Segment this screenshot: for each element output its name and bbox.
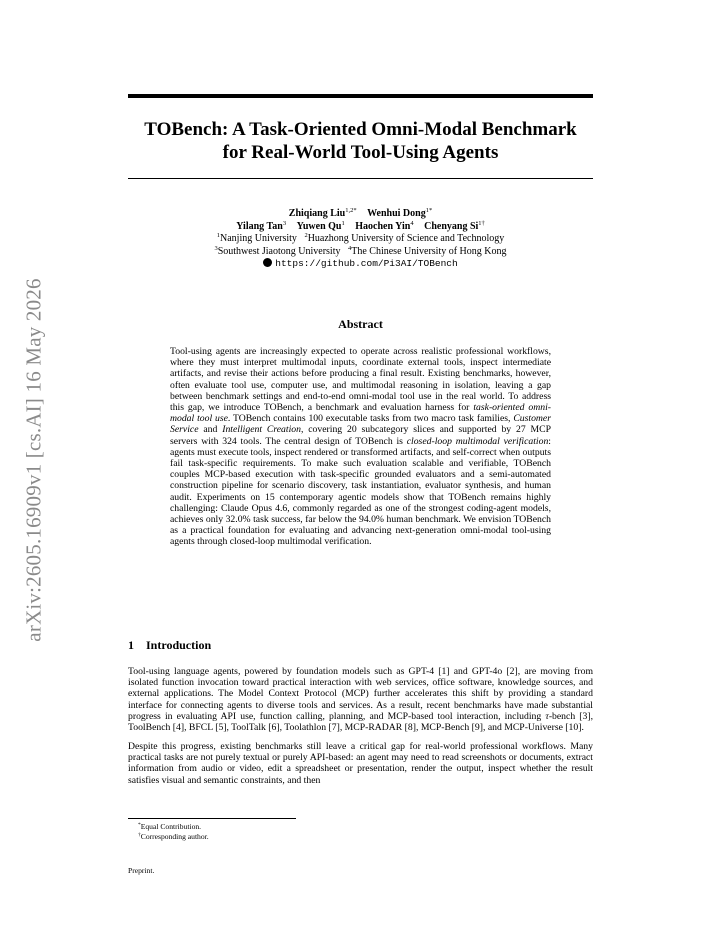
github-url-link[interactable]: https://github.com/Pi3AI/TOBench: [275, 258, 458, 269]
author-block: [128, 208, 593, 271]
section-heading-introduction: [128, 638, 211, 653]
title-bottom-rule: [128, 178, 593, 179]
arxiv-identifier: arXiv:2605.16909v1 [cs.AI] 16 May 2026: [21, 278, 46, 642]
title-line-1: TOBench: A Task-Oriented Omni-Modal Benchmark: [144, 119, 577, 140]
title-line-2: for Real-World Tool-Using Agents: [222, 142, 499, 163]
affiliation-line-2: $^3$Southwest Jiaotong University $^4$The Chinese University of Hong Kong: [214, 244, 507, 257]
author-row-2: [128, 221, 593, 234]
github-link-row[interactable]: [128, 258, 593, 271]
paper-title: [128, 118, 593, 164]
footnote-corresponding-author: †Corresponding author.: [138, 832, 209, 841]
github-icon: [263, 258, 272, 267]
preprint-label: Preprint.: [128, 866, 155, 875]
section-title: Introduction: [146, 638, 212, 652]
footnote-rule: [128, 818, 296, 819]
section-number: 1: [128, 638, 134, 652]
affiliation-line-1: $^1$Nanjing University $^2$Huazhong University of Science and Technology: [216, 232, 505, 244]
author: Yilang Tan$^3$: [236, 219, 287, 232]
author: Haochen Yin$^4$: [355, 219, 414, 232]
footnotes: [138, 822, 209, 842]
author: Wenhui Dong$^{1*}$: [367, 207, 433, 219]
intro-paragraph-2: Despite this progress, existing benchmarks still leave a critical gap for real-world professional workflows. Many practical tasks are not purely textual or purely API-based: an agent may need to read screenshots or documents, extract information from audio or video, edit a spreadsheet or presentation, render the output, inspect whether the result satisfies visual and semantic constraints, and then: [128, 741, 593, 786]
abstract-body: Tool-using agents are increasingly expected to operate across realistic professional workflows, where they must interpret multimodal inputs, coordinate external tools, inspect intermediate artifacts, and revise their actions before producing a final result. Existing benchmarks, however, often evaluate tool use, computer use, and multimodal reasoning in isolation, leaving a gap between benchmark settings and end-to-end omni-modal tool use in the real world. To address this gap, we introduce TOBench, a benchmark and evaluation harness for task-oriented omni-modal tool use. TOBench contains 100 executable tasks from two macro task families, Customer Service and Intelligent Creation, covering 20 subcategory slices and supported by 27 MCP servers with 324 tools. The central design of TOBench is closed-loop multimodal verification: agents must execute tools, inspect rendered or transformed artifacts, and self-correct when outputs fail task-specific requirements. To make such evaluation scalable and verifiable, TOBench couples MCP-based execution with task-specific grounded evaluators and a semi-automated construction pipeline for scenario discovery, task instantiation, evaluator synthesis, and human audit. Experiments on 15 contemporary agentic models show that TOBench remains highly challenging: Claude Opus 4.6, commonly regarded as one of the strongest coding-agent models, achieves only 32.0% task success, far below the 94.0% human benchmark. We envision TOBench as a practical foundation for evaluating and advancing next-generation omni-modal tool-using agents through closed-loop multimodal verification.: [170, 346, 551, 548]
title-top-rule: [128, 94, 593, 98]
author: Yuwen Qu$^1$: [296, 219, 345, 232]
author: Chenyang $Si^{1\dagger}$: [424, 219, 485, 232]
arxiv-side-stamp: [22, 260, 46, 660]
author-row-1: [128, 208, 593, 221]
intro-paragraph-1: Tool-using language agents, powered by foundation models such as GPT-4 [1] and GPT-4o [2], are moving from isolated function invocation toward practical interaction with web services, office software, knowledge sources, and external applications. The Model Context Protocol (MCP) further accelerates this shift by providing a standard interface for connecting agents to diverse tools and services. As a result, recent benchmarks have made substantial progress in evaluating API use, function calling, planning, and MCP-based tool interaction, including τ-bench [3], ToolBench [4], BFCL [5], ToolTalk [6], Toolathlon [7], MCP-RADAR [8], MCP-Bench [9], and MCP-Universe [10].: [128, 666, 594, 734]
footnote-equal-contribution: *Equal Contribution.: [138, 822, 202, 831]
author: Zhiqiang Liu$^{1,2*}$: [288, 207, 357, 219]
abstract-heading: Abstract: [338, 317, 383, 331]
